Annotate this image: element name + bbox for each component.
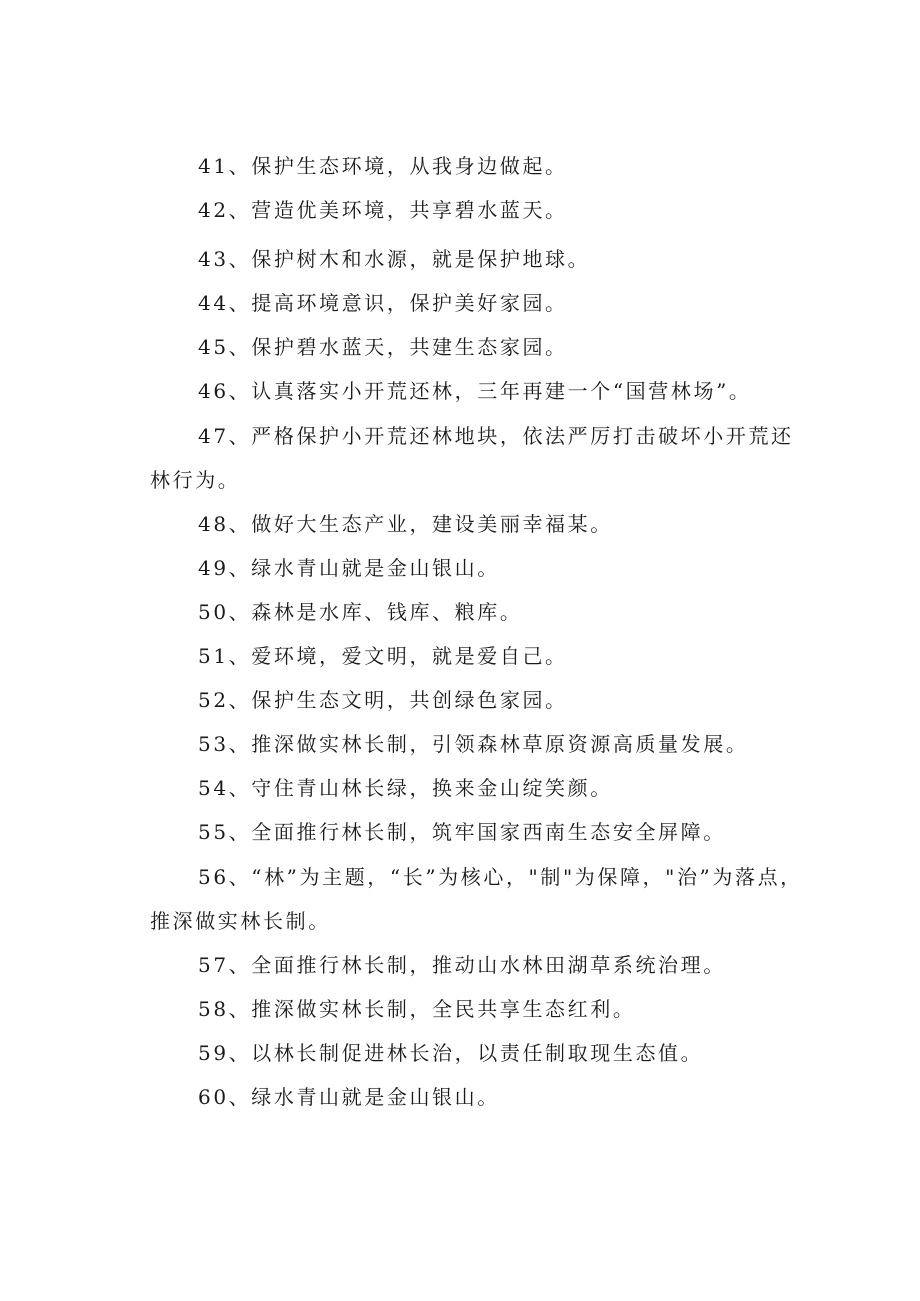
slogan-item-53: 53、推深做实林长制，引领森林草原资源高质量发展。 <box>198 732 749 756</box>
slogan-item-44: 44、提高环境意识，保护美好家园。 <box>198 291 568 315</box>
slogan-item-41: 41、保护生态环境，从我身边做起。 <box>198 154 568 178</box>
slogan-item-59: 59、以林长制促进林长治，以责任制取现生态值。 <box>198 1041 704 1065</box>
slogan-item-51: 51、爱环境，爱文明，就是爱自己。 <box>198 644 568 668</box>
slogan-item-49: 49、绿水青山就是金山银山。 <box>198 556 500 580</box>
slogan-item-54: 54、守住青山林长绿，换来金山绽笑颜。 <box>198 776 613 800</box>
slogan-list <box>150 152 810 1127</box>
slogan-item-45: 45、保护碧水蓝天，共建生态家园。 <box>198 335 568 359</box>
slogan-item-55: 55、全面推行林长制，筑牢国家西南生态安全屏障。 <box>198 820 726 844</box>
slogan-item-47: 47、严格保护小开荒还林地块，依法严厉打击破坏小开荒还林行为。 <box>150 424 794 492</box>
slogan-item-48: 48、做好大生态产业，建设美丽幸福某。 <box>198 512 613 536</box>
slogan-item-50: 50、森林是水库、钱库、粮库。 <box>198 600 523 624</box>
slogan-item-52: 52、保护生态文明，共创绿色家园。 <box>198 688 568 712</box>
slogan-item-60: 60、绿水青山就是金山银山。 <box>198 1085 500 1109</box>
slogan-item-46: 46、认真落实小开荒还林，三年再建一个“国营林场”。 <box>198 379 752 403</box>
slogan-item-42: 42、营造优美环境，共享碧水蓝天。 <box>198 198 568 222</box>
slogan-item-57: 57、全面推行林长制，推动山水林田湖草系统治理。 <box>198 953 726 977</box>
slogan-item-56: 56、“林”为主题，“长”为核心，"制"为保障，"治”为落点，推深做实林长制。 <box>150 865 803 933</box>
slogan-item-58: 58、推深做实林长制，全民共享生态红利。 <box>198 997 636 1021</box>
slogan-item-43: 43、保护树木和水源，就是保护地球。 <box>198 247 591 271</box>
